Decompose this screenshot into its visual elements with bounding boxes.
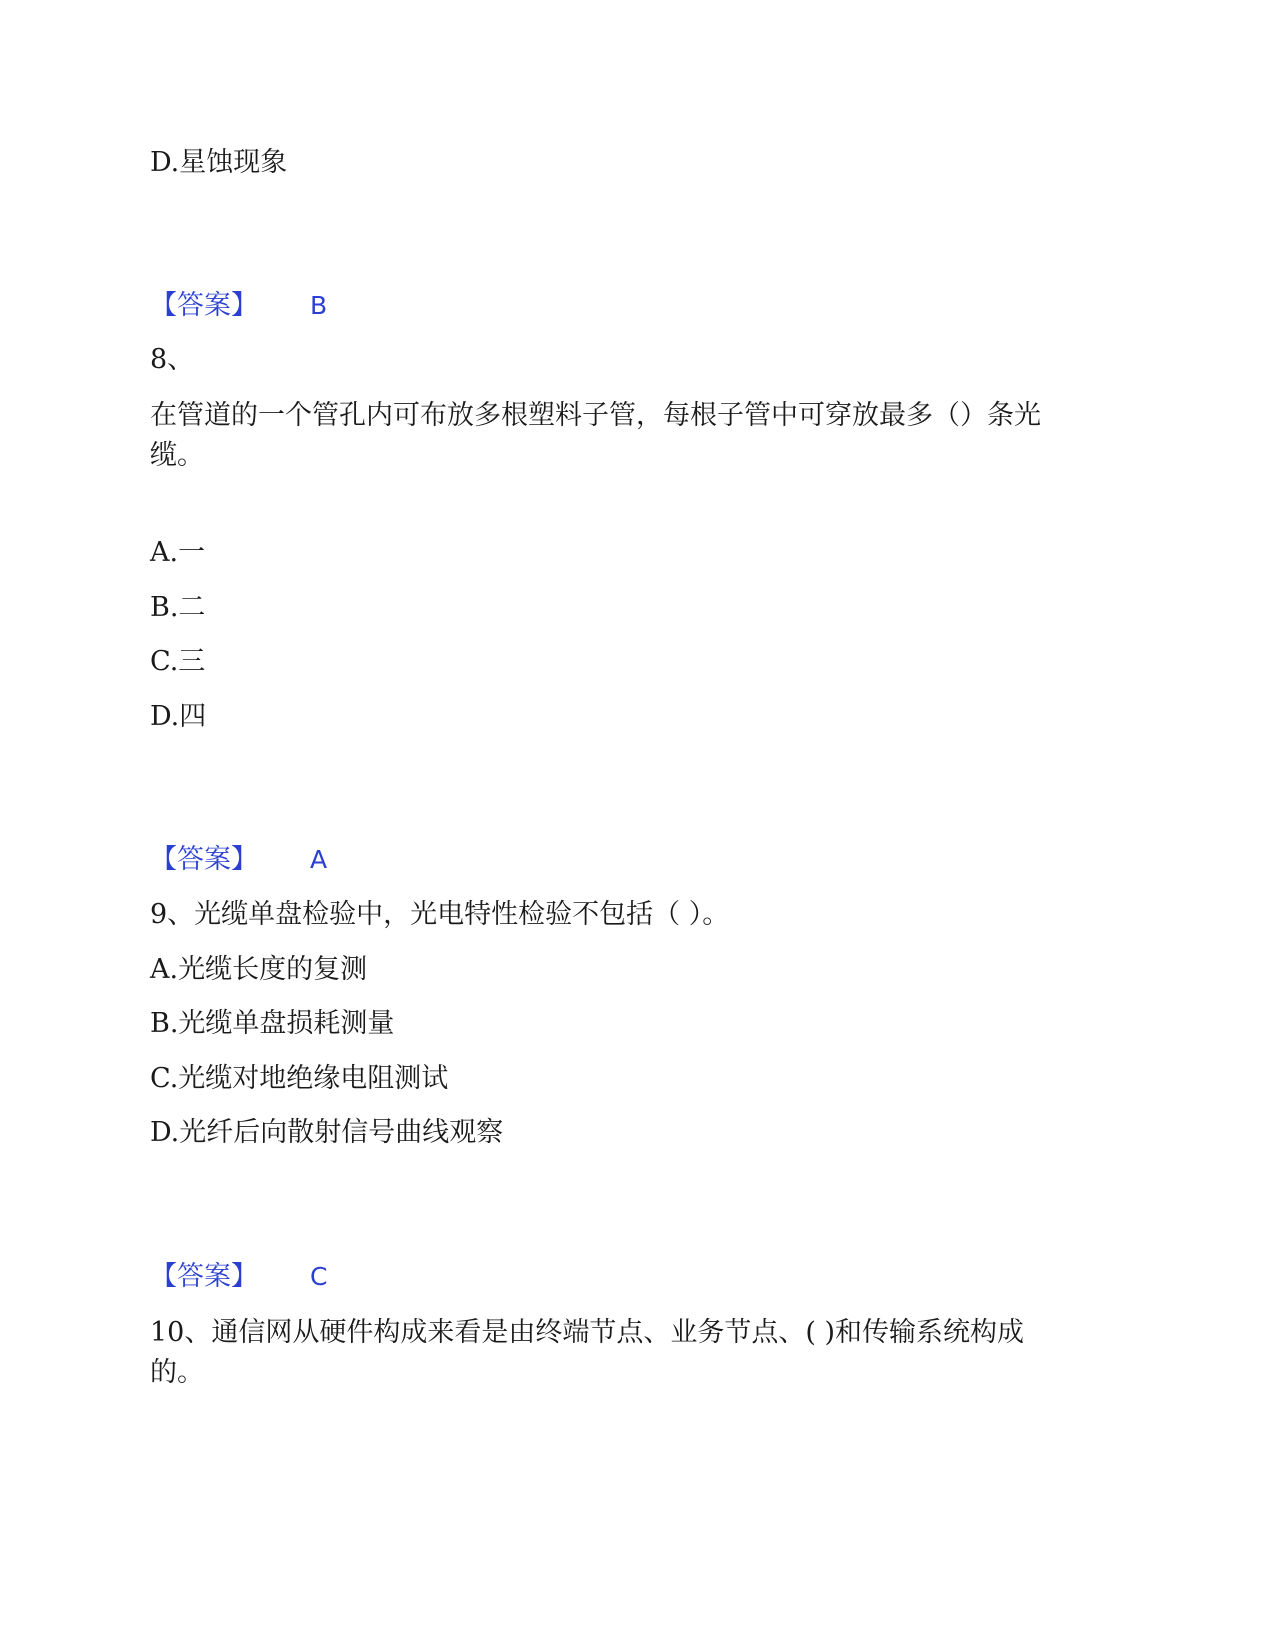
q10-stem-line2: 的。	[150, 1357, 204, 1388]
q8-stem-line1: 在管道的一个管孔内可布放多根塑料子管，每根子管中可穿放最多（）条光	[150, 400, 1041, 431]
answer-label: 【答案】	[150, 290, 258, 321]
q9-option-c: C.光缆对地绝缘电阻测试	[150, 1063, 449, 1094]
q9-option-b: B.光缆单盘损耗测量	[150, 1008, 395, 1039]
answer-value: C	[310, 1262, 328, 1291]
answer-label: 【答案】	[150, 1261, 258, 1292]
q9-answer	[150, 1257, 327, 1297]
q8-answer	[150, 840, 327, 880]
answer-value: A	[310, 845, 328, 874]
q8-option-b: B.二	[150, 592, 206, 623]
answer-label: 【答案】	[150, 844, 258, 875]
q9-option-a: A.光缆长度的复测	[150, 954, 368, 985]
q7-answer	[150, 286, 327, 326]
q8-option-d: D.四	[150, 701, 207, 732]
q9-option-d: D.光纤后向散射信号曲线观察	[150, 1117, 504, 1148]
answer-value: B	[310, 291, 328, 320]
q8-option-a: A.一	[150, 537, 206, 568]
q9-stem: 9、光缆单盘检验中，光电特性检验不包括（ ）。	[150, 899, 730, 930]
q8-number: 8、	[150, 344, 195, 375]
q7-option-d: D.星蚀现象	[150, 147, 288, 178]
q8-stem-line2: 缆。	[150, 440, 204, 471]
q10-stem-line1: 10、通信网从硬件构成来看是由终端节点、业务节点、( )和传输系统构成	[150, 1317, 1025, 1348]
q8-option-c: C.三	[150, 646, 206, 677]
